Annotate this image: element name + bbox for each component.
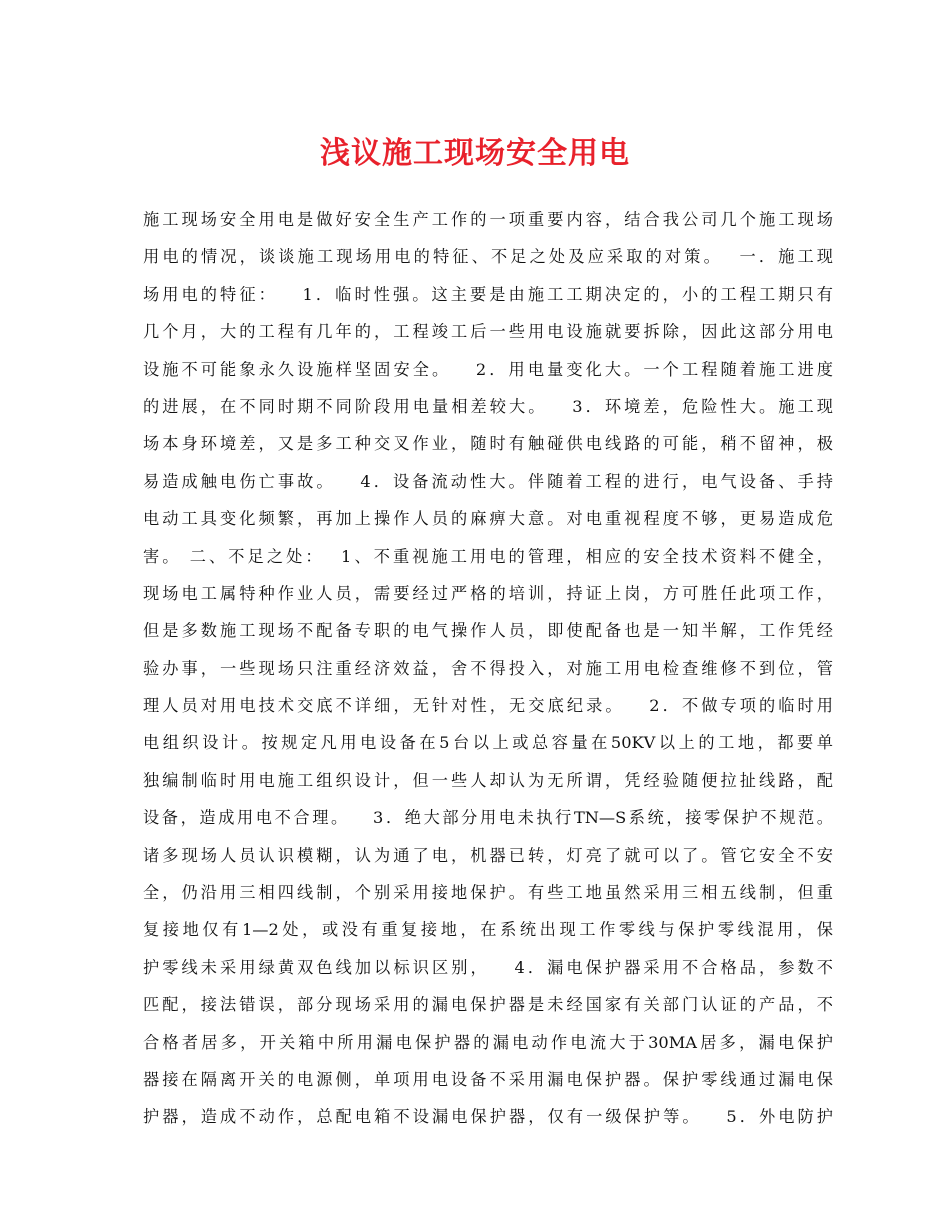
body-line: 施工现场安全用电是做好安全生产工作的一项重要内容，结合我公司几个施工现场 xyxy=(143,210,833,229)
body-line: 独编制临时用电施工组织设计，但一些人却认为无所谓，凭经验随便拉扯线路，配 xyxy=(143,770,833,790)
body-line: 护器，造成不动作，总配电箱不设漏电保护器，仅有一级保护等。 5．外电防护 xyxy=(143,1107,833,1127)
body-line: 电动工具变化频繁，再加上操作人员的麻痹大意。对电重视程度不够，更易造成危 xyxy=(143,509,833,529)
body-line: 设备，造成用电不合理。 3．绝大部分用电未执行TN—S系统，接零保护不规范。 xyxy=(143,808,833,828)
body-line: 器接在隔离开关的电源侧，单项用电设备不采用漏电保护器。保护零线通过漏电保 xyxy=(143,1069,833,1089)
body-line: 理人员对用电技术交底不详细，无针对性，无交底纪录。 2．不做专项的临时用 xyxy=(143,696,833,716)
body-line: 设施不可能象永久设施样坚固安全。 2．用电量变化大。一个工程随着施工进度 xyxy=(143,359,833,379)
body-line: 诸多现场人员认识模糊，认为通了电，机器已转，灯亮了就可以了。管它安全不安 xyxy=(143,845,833,865)
body-line: 场用电的特征： 1．临时性强。这主要是由施工工期决定的，小的工程工期只有 xyxy=(143,284,833,304)
body-line: 验办事，一些现场只注重经济效益，舍不得投入，对施工用电检查维修不到位，管 xyxy=(143,658,833,678)
body-line: 复接地仅有1—2处，或没有重复接地，在系统出现工作零线与保护零线混用，保 xyxy=(143,920,833,940)
body-line: 的进展，在不同时期不同阶段用电量相差较大。 3．环境差，危险性大。施工现 xyxy=(143,396,833,416)
body-line: 全，仍沿用三相四线制，个别采用接地保护。有些工地虽然采用三相五线制，但重 xyxy=(143,883,833,903)
body-line: 但是多数施工现场不配备专职的电气操作人员，即使配备也是一知半解，工作凭经 xyxy=(143,621,833,641)
document-title: 浅议施工现场安全用电 xyxy=(320,136,630,171)
body-line: 场本身环境差，又是多工种交叉作业，随时有触碰供电线路的可能，稍不留神，极 xyxy=(143,434,833,454)
document-body xyxy=(143,201,833,1136)
body-line: 合格者居多，开关箱中所用漏电保护器的漏电动作电流大于30MA居多，漏电保护 xyxy=(143,1032,833,1052)
body-line: 几个月，大的工程有几年的，工程竣工后一些用电设施就要拆除，因此这部分用电 xyxy=(143,322,833,342)
body-line: 电组织设计。按规定凡用电设备在5台以上或总容量在50KV以上的工地，都要单 xyxy=(143,733,833,753)
body-line: 匹配，接法错误，部分现场采用的漏电保护器是未经国家有关部门认证的产品，不 xyxy=(143,995,833,1015)
body-line: 害。 二、不足之处： 1、不重视施工用电的管理，相应的安全技术资料不健全， xyxy=(143,546,833,566)
body-line: 现场电工属特种作业人员，需要经过严格的培训，持证上岗，方可胜任此项工作， xyxy=(143,583,833,603)
body-line: 用电的情况，谈谈施工现场用电的特征、不足之处及应采取的对策。 一．施工现 xyxy=(143,247,833,267)
body-line: 护零线未采用绿黄双色线加以标识区别， 4．漏电保护器采用不合格品，参数不 xyxy=(143,957,833,977)
body-line: 易造成触电伤亡事故。 4．设备流动性大。伴随着工程的进行，电气设备、手持 xyxy=(143,471,833,491)
